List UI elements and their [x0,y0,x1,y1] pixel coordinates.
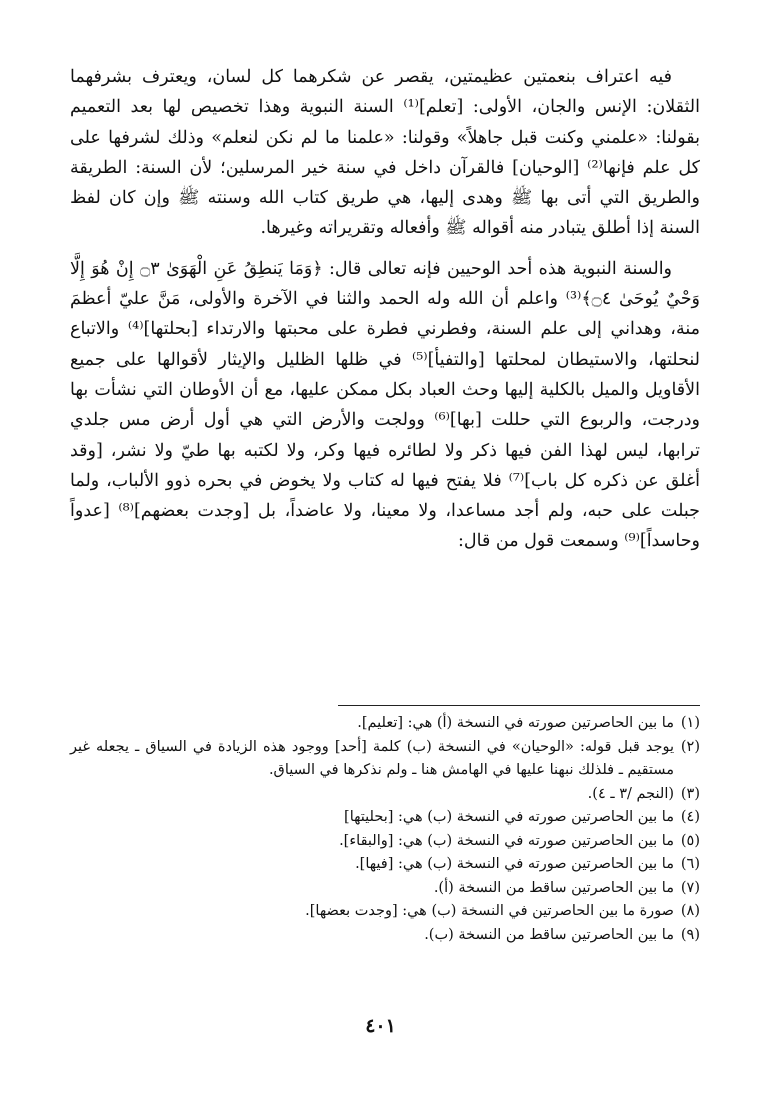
footnote-number: (٣) [680,785,700,802]
footnote [70,877,700,901]
footnote [70,924,700,948]
footnote [70,806,700,830]
footnote-separator [338,705,700,706]
footnote-number: (٥) [680,832,700,849]
footnote [70,853,700,877]
footnote [70,830,700,854]
paragraph: والسنة النبوية هذه أحد الوحيين فإنه تعالى قال: ﴿وَمَا يَنطِقُ عَنِ الْهَوَىٰ ۝٣ إِنْ هُوَ إِلَّا وَحْيٌ يُوحَىٰ ۝٤﴾⁽³⁾ واعلم أن الله وله الحمد والثنا في الآخرة والأولى، مَنَّ عليّ أعظمَ منة، وهداني إلى علم السنة، وفطرني فطرة على محبتها والارتداء [بحلتها]⁽⁴⁾ والاتباع لنحلتها، والاستيطان لمحلتها [والتفيأ]⁽⁵⁾ في ظلها الظليل والإيثار لأقوالها على جميع الأقاويل والميل بالكلية إليها وحث العباد بكل ممكن عليها، مع أن الأوطان التي نشأت بها ودرجت، والربوع التي حللت [بها]⁽⁶⁾ وولجت والأرض التي هي أول أرض مس جلدي ترابها، ليس لهذا الفن فيها ذكر ولا لطائره فيها وكر، ولا لكتبه بها طيّ ولا نشر، [وقد أغلق عن ذكره كل باب]⁽⁷⁾ فلا يفتح فيها له كتاب ولا يخوض في بحره ذوو الألباب، ولما جبلت على حبه، ولم أجد مساعدا، ولا معينا، ولا عاضداً، بل [وجدت بعضهم]⁽⁸⁾ [عدواً وحاسداً]⁽⁹⁾ وسمعت قول من قال: [70,258,701,552]
footnote-number: (٧) [680,879,700,896]
footnote-text: صورة ما بين الحاصرتين في النسخة (ب) هي: [وجدت بعضها]. [305,903,674,919]
page-number: ٤٠١ [365,1015,396,1037]
footnote-text: ما بين الحاصرتين صورته في النسخة (ب) هي: [والبقاء]. [339,832,674,849]
footnote-number: (٦) [680,856,700,872]
footnote-text: يوجد قبل قوله: «الوحيان» في النسخة (ب) كلمة [أحد] ووجود هذه الزيادة في السياق ـ يجعله غير مستقيم ـ فلذلك نبهنا عليها في الهامش هنا ـ ولم نذكرها في السياق. [70,738,674,778]
footnote-number: (٢) [680,738,700,755]
footnote-text: (النجم /٣ ـ ٤). [587,785,674,802]
footnote-number: (٤) [680,809,700,825]
paragraph: فيه اعتراف بنعمتين عظيمتين، يقصر عن شكرهما كل لسان، ويعترف بشرفهما الثقلان: الإنس والجان، الأولى: [تعلم]⁽¹⁾ السنة النبوية وهذا تخصيص لها بعد التعميم بقولنا: «علمني وكنت قبل جاهلاً» وقولنا: «علمنا ما لم نكن لنعلم» وذلك لشرفها على كل علم فإنها⁽²⁾ [الوحيان] فالقرآن داخل في سنة خير المرسلين؛ لأن السنة: الطريقة والطريق التي أتى بها ﷺ وهدى إليها، هي طريق كتاب الله وسنته ﷺ وإن كان لفظ السنة إذا أطلق يتبادر منه أقواله ﷺ وأفعاله وتقريراته وغيرها. [70,67,701,239]
footnote-number: (١) [680,715,700,731]
footnote-text: ما بين الحاصرتين صورته في النسخة (ب) هي: [فيها]. [355,856,674,872]
footnote [70,736,700,783]
footnote-text: ما بين الحاصرتين صورته في النسخة (أ) هي: [تعليم]. [357,715,674,731]
footnote [70,900,700,924]
footnote-number: (٨) [680,903,700,919]
footnotes [70,712,700,947]
main-text [70,62,700,557]
footnote-number: (٩) [680,926,700,943]
footnote [70,783,700,807]
footnote-text: ما بين الحاصرتين ساقط من النسخة (أ). [433,879,674,896]
footnote-text: ما بين الحاصرتين ساقط من النسخة (ب). [424,926,674,943]
footnote-text: ما بين الحاصرتين صورته في النسخة (ب) هي: [بحليتها] [344,809,674,825]
footnote [70,712,700,736]
